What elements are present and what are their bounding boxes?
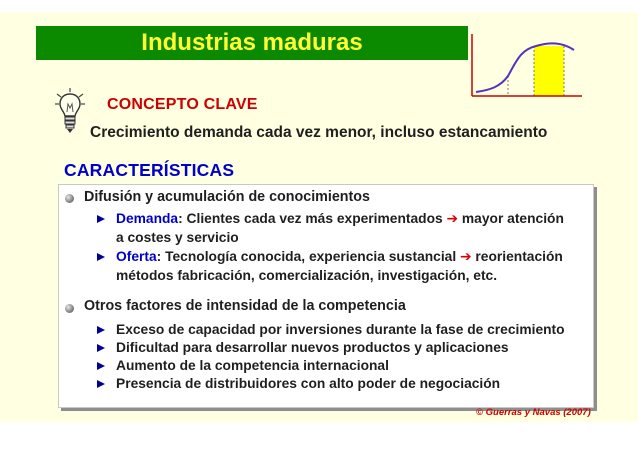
lifecycle-curve-icon — [470, 32, 588, 100]
subitem-distribuidores: Presencia de distribuidores con alto poder de negociación — [116, 376, 501, 391]
oferta-colon: : — [156, 249, 162, 264]
characteristics-box — [58, 184, 594, 408]
triangle-bullet-icon — [97, 380, 105, 388]
arrow-right-icon: ➔ — [460, 249, 472, 265]
oferta-text: Tecnología conocida, experiencia sustancial — [161, 249, 461, 264]
triangle-bullet-icon — [97, 215, 105, 223]
concept-text: Crecimiento demanda cada vez menor, incluso estancamiento — [90, 124, 548, 141]
subitem-oferta-continuation: métodos fabricación, comercialización, investigación, etc. — [116, 268, 498, 283]
subitem-dificultad: Dificultad para desarrollar nuevos productos y aplicaciones — [116, 340, 509, 355]
title-bar — [36, 26, 468, 60]
bullet-dot-icon — [65, 194, 74, 203]
demanda-text: Clientes cada vez más experimentados — [182, 211, 447, 226]
concept-heading: CONCEPTO CLAVE — [107, 96, 258, 113]
oferta-key: Oferta — [116, 249, 157, 264]
subitem-demanda-continuation: a costes y servicio — [116, 230, 239, 245]
demanda-text-end: mayor atención — [458, 211, 564, 226]
subitem-exceso-capacidad: Exceso de capacidad por inversiones durante la fase de crecimiento — [116, 322, 565, 337]
oferta-text-end: reorientación — [471, 249, 563, 264]
subitem-oferta — [116, 249, 563, 265]
triangle-bullet-icon — [97, 326, 105, 334]
triangle-bullet-icon — [97, 344, 105, 352]
lightbulb-icon — [55, 88, 85, 134]
triangle-bullet-icon — [97, 253, 105, 261]
subitem-demanda — [116, 211, 564, 227]
bullet-dot-icon — [65, 304, 74, 313]
copyright-note: © Guerras y Navas (2007) — [476, 407, 591, 418]
arrow-right-icon: ➔ — [446, 211, 459, 227]
point-difusion: Difusión y acumulación de conocimientos — [84, 189, 370, 205]
slide-title: Industrias maduras — [141, 29, 363, 56]
triangle-bullet-icon — [97, 362, 105, 370]
point-otros-factores: Otros factores de intensidad de la competencia — [84, 298, 406, 314]
demanda-key: Demanda — [116, 211, 179, 226]
subitem-competencia-internacional: Aumento de la competencia internacional — [116, 358, 389, 373]
characteristics-heading: CARACTERÍSTICAS — [64, 160, 235, 180]
demanda-colon: : — [178, 211, 183, 226]
